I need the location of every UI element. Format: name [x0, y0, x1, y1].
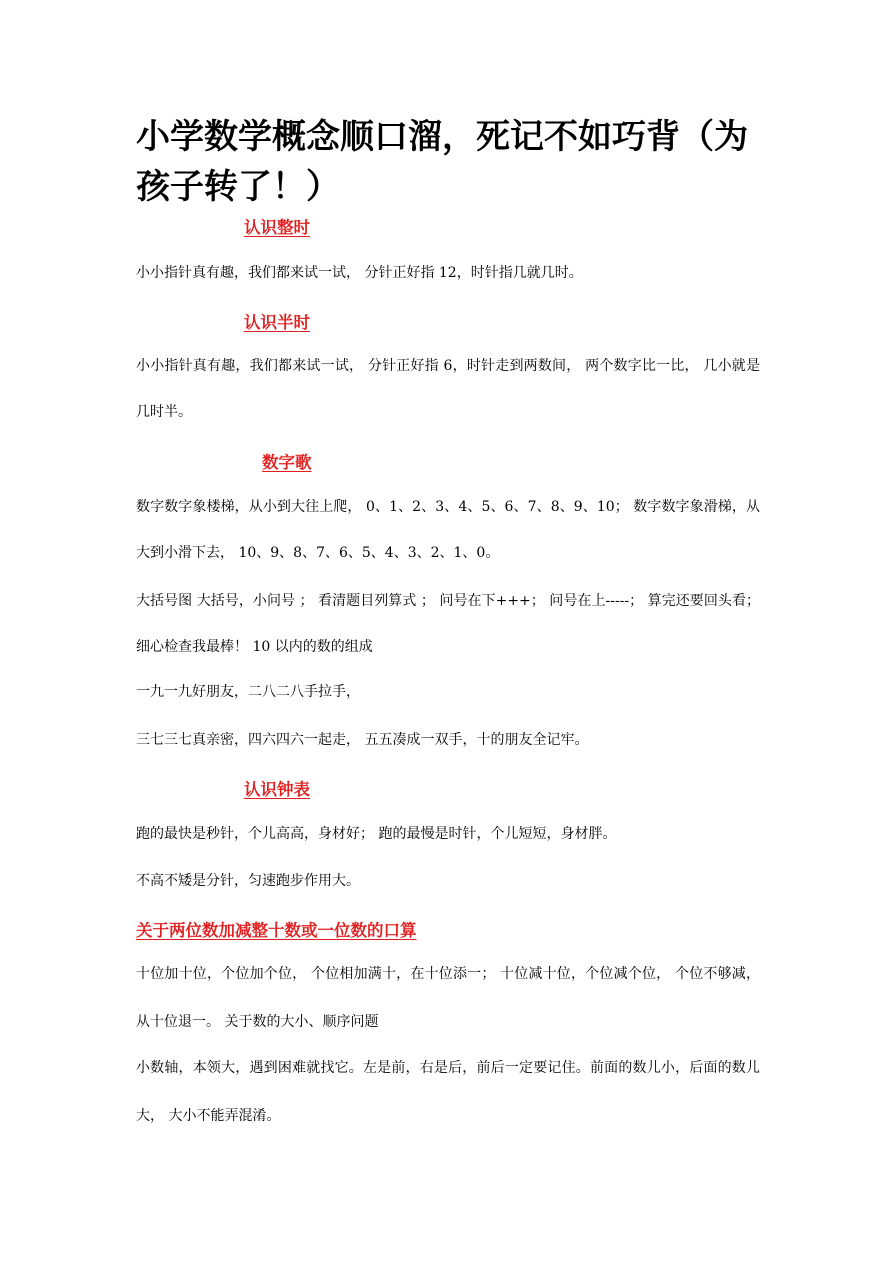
heading-clock: 认识钟表 [244, 780, 310, 799]
paragraph-clock-2: 不高不矮是分针，匀速跑步作用大。 [136, 873, 360, 889]
heading-mental-arithmetic: 关于两位数加减整十数或一位数的口算 [136, 921, 417, 940]
paragraph-clock-1: 跑的最快是秒针，个儿高高，身材好； 跑的最慢是时针，个儿短短，身材胖。 [136, 826, 617, 842]
paragraph-pairs-2: 三七三七真亲密，四六四六一起走， 五五凑成一双手，十的朋友全记牢。 [136, 732, 589, 748]
paragraph-pairs-1: 一九一九好朋友，二八二八手拉手， [136, 684, 360, 700]
paragraph-brackets: 大括号图 大括号，小问号 ； 看清题目列算式 ； 问号在下+++； 问号在上-----； 算完还要回头看； 细心检查我最棒！ 10 以内的数的组成 [136, 593, 760, 655]
paragraph-number-song: 数字数字象楼梯，从小到大往上爬， 0、1、2、3、4、5、6、7、8、9、10； 数字数字象滑梯，从大到小滑下去， 10、9、8、7、6、5、4、3、2、1、0。 [136, 499, 760, 561]
paragraph-whole-hour: 小小指针真有趣，我们都来试一试， 分针正好指 12，时针指几就几时。 [136, 265, 583, 281]
heading-number-song: 数字歌 [262, 453, 312, 472]
heading-whole-hour: 认识整时 [244, 218, 310, 237]
page-title: 小学数学概念顺口溜，死记不如巧背（为孩子转了！） [136, 117, 748, 207]
paragraph-mental-arithmetic: 十位加十位，个位加个位， 个位相加满十，在十位添一； 十位减十位，个位减个位， 个位不够减，从十位退一。 关于数的大小、顺序问题 [136, 966, 760, 1030]
paragraph-number-line: 小数轴，本领大，遇到困难就找它。左是前，右是后，前后一定要记住。前面的数儿小，后面的数儿大， 大小不能弄混淆。 [136, 1060, 760, 1124]
heading-half-hour: 认识半时 [244, 313, 310, 332]
paragraph-half-hour: 小小指针真有趣，我们都来试一试， 分针正好指 6，时针走到两数间， 两个数字比一比， 几小就是几时半。 [136, 358, 760, 420]
